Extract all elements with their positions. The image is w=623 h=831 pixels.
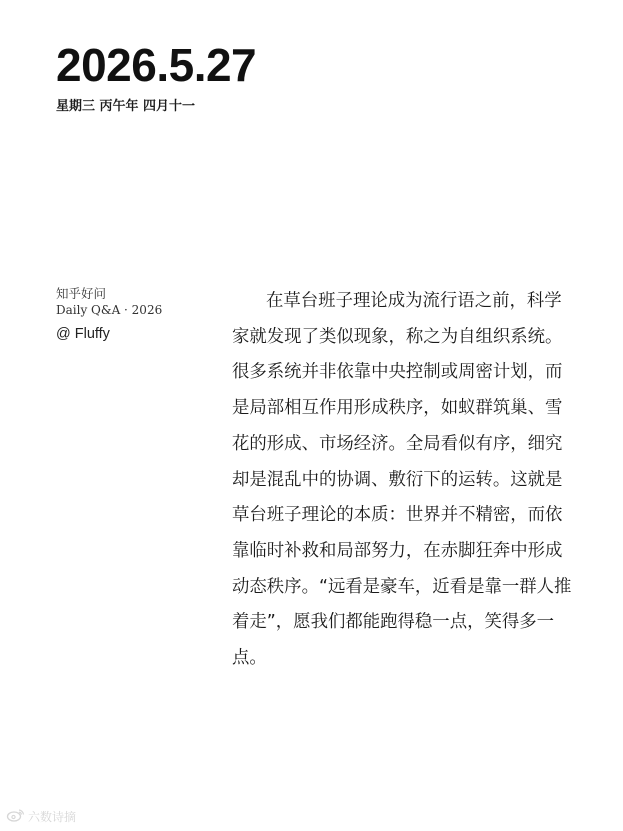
watermark xyxy=(6,808,76,826)
weekday-lunar-date: 星期三 丙午年 四月十一 xyxy=(56,99,196,114)
sidebar xyxy=(56,285,216,344)
column-subtitle: Daily Q&A · 2026 xyxy=(56,303,163,317)
weibo-icon xyxy=(6,808,26,826)
author-handle: @ Fluffy xyxy=(56,326,110,342)
date-heading: 2026.5.27 xyxy=(56,39,257,91)
column-title: 知乎好问 xyxy=(56,286,107,301)
article-body: 在草台班子理论成为流行语之前，科学家就发现了类似现象，称之为自组织系统。很多系统并非依靠中央控制或周密计划，而是局部相互作用形成秩序，如蚁群筑巢、雪花的形成、市场经济。全局看似有序，细究却是混乱中的协调、敷衍下的运转。这就是草台班子理论的本质：世界并不精密，而依靠临时补救和局部努力，在赤脚狂奔中形成动态秩序。“远看是豪车，近看是靠一群人推着走”，愿我们都能跑得稳一点，笑得多一点。 xyxy=(232,291,572,669)
watermark-text: 六数诗摘 xyxy=(28,810,77,824)
